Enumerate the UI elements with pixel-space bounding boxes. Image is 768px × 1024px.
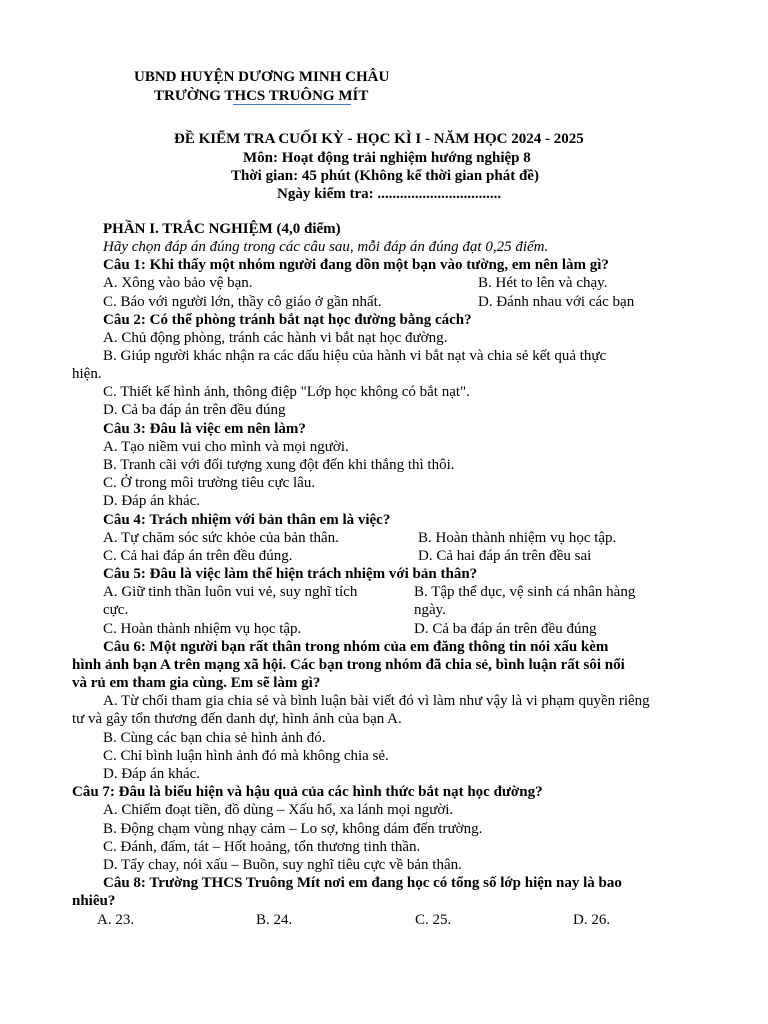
q7-option-d: D. Tẩy chay, nói xấu – Buồn, suy nghĩ tiêu cực về bản thân.: [103, 857, 462, 873]
q8-option-b: B. 24.: [256, 912, 293, 928]
exam-date: Ngày kiểm tra: .................................: [277, 186, 502, 202]
q8-option-a: A. 23.: [97, 912, 135, 928]
q4-option-d: D. Cả hai đáp án trên đều sai: [418, 548, 592, 564]
part1-instruction: Hãy chọn đáp án đúng trong các câu sau, mỗi đáp án đúng đạt 0,25 điểm.: [103, 239, 549, 255]
q1-option-b: B. Hét to lên và chạy.: [478, 275, 608, 291]
q1-option-c: C. Báo với người lớn, thầy cô giáo ở gần nhất.: [103, 294, 382, 310]
q3-option-c: C. Ở trong môi trường tiêu cực lâu.: [103, 475, 316, 491]
q2-option-a: A. Chủ động phòng, tránh các hành vi bắt nạt học đường.: [103, 330, 448, 346]
q4-option-b: B. Hoàn thành nhiệm vụ học tập.: [418, 530, 617, 546]
q6-question-line3: và rủ em tham gia cùng. Em sẽ làm gì?: [72, 675, 321, 691]
q1-option-a: A. Xông vào bảo vệ bạn.: [103, 275, 253, 291]
q2-question: Câu 2: Có thể phòng tránh bắt nạt học đường bằng cách?: [103, 312, 472, 328]
q2-option-b-line1: B. Giúp người khác nhận ra các dấu hiệu của hành vi bắt nạt và chia sẻ kết quả thực: [103, 348, 607, 364]
q7-option-a: A. Chiếm đoạt tiền, đồ dùng – Xấu hổ, xa lánh mọi người.: [103, 802, 454, 818]
q4-option-c: C. Cả hai đáp án trên đều đúng.: [103, 548, 293, 564]
q3-option-d: D. Đáp án khác.: [103, 493, 201, 509]
q8-option-d: D. 26.: [573, 912, 611, 928]
q6-option-c: C. Chỉ bình luận hình ảnh đó mà không chia sẻ.: [103, 748, 389, 764]
exam-time: Thời gian: 45 phút (Không kể thời gian phát đề): [231, 168, 539, 184]
school-underline: [233, 104, 351, 105]
q5-option-b-line1: B. Tập thể dục, vệ sinh cá nhân hàng: [414, 584, 636, 600]
q8-question-line2: nhiêu?: [72, 893, 116, 909]
q3-option-a: A. Tạo niềm vui cho mình và mọi người.: [103, 439, 349, 455]
part1-heading: PHẦN I. TRẮC NGHIỆM (4,0 điểm): [103, 221, 341, 237]
q6-option-a-line2: tư và gây tổn thương đến danh dự, hình ảnh của bạn A.: [72, 711, 402, 727]
q3-option-b: B. Tranh cãi với đối tượng xung đột đến khi thắng thì thôi.: [103, 457, 455, 473]
school-name: TRƯỜNG THCS TRUÔNG MÍT: [154, 88, 369, 104]
q8-question-line1: Câu 8: Trường THCS Truông Mít nơi em đang học có tổng số lớp hiện nay là bao: [103, 875, 622, 891]
q5-option-a-line1: A. Giữ tinh thần luôn vui vẻ, suy nghĩ tích: [103, 584, 358, 600]
q5-option-c: C. Hoàn thành nhiệm vụ học tập.: [103, 621, 302, 637]
q6-option-d: D. Đáp án khác.: [103, 766, 201, 782]
q8-option-c: C. 25.: [415, 912, 452, 928]
q2-option-d: D. Cả ba đáp án trên đều đúng: [103, 402, 286, 418]
q6-option-b: B. Cùng các bạn chia sẻ hình ảnh đó.: [103, 730, 326, 746]
q1-option-d: D. Đánh nhau với các bạn: [478, 294, 635, 310]
q1-question: Câu 1: Khi thấy một nhóm người đang dồn một bạn vào tường, em nên làm gì?: [103, 257, 609, 273]
q5-option-b-line2: ngày.: [414, 602, 446, 618]
q5-option-a-line2: cực.: [103, 602, 129, 618]
q7-question: Câu 7: Đâu là biểu hiện và hậu quả của các hình thức bắt nạt học đường?: [72, 784, 543, 800]
q3-question: Câu 3: Đâu là việc em nên làm?: [103, 421, 306, 437]
exam-title: ĐỀ KIỂM TRA CUỐI KỲ - HỌC KÌ I - NĂM HỌC 2024 - 2025: [174, 131, 584, 147]
q6-question-line2: hình ảnh bạn A trên mạng xã hội. Các bạn trong nhóm đã chia sẻ, bình luận rất sôi nổi: [72, 657, 625, 673]
q6-option-a-line1: A. Từ chối tham gia chia sẻ và bình luận bài viết đó vì làm như vậy là vi phạm quyền riêng: [103, 693, 650, 709]
q7-option-b: B. Động chạm vùng nhạy cảm – Lo sợ, không dám đến trường.: [103, 821, 483, 837]
q4-question: Câu 4: Trách nhiệm với bản thân em là việc?: [103, 512, 391, 528]
q4-option-a: A. Tự chăm sóc sức khỏe của bản thân.: [103, 530, 339, 546]
q2-option-b-line2: hiện.: [72, 366, 102, 382]
q7-option-c: C. Đánh, đấm, tát – Hốt hoảng, tổn thương tinh thần.: [103, 839, 421, 855]
q2-option-c: C. Thiết kế hình ảnh, thông điệp "Lớp học không có bắt nạt".: [103, 384, 470, 400]
q5-question: Câu 5: Đâu là việc làm thể hiện trách nhiệm với bản thân?: [103, 566, 478, 582]
q6-question-line1: Câu 6: Một người bạn rất thân trong nhóm của em đăng thông tin nói xấu kèm: [103, 639, 609, 655]
exam-subject: Môn: Hoạt động trải nghiệm hướng nghiệp 8: [243, 150, 531, 166]
committee-name: UBND HUYỆN DƯƠNG MINH CHÂU: [134, 69, 390, 85]
q5-option-d: D. Cả ba đáp án trên đều đúng: [414, 621, 597, 637]
